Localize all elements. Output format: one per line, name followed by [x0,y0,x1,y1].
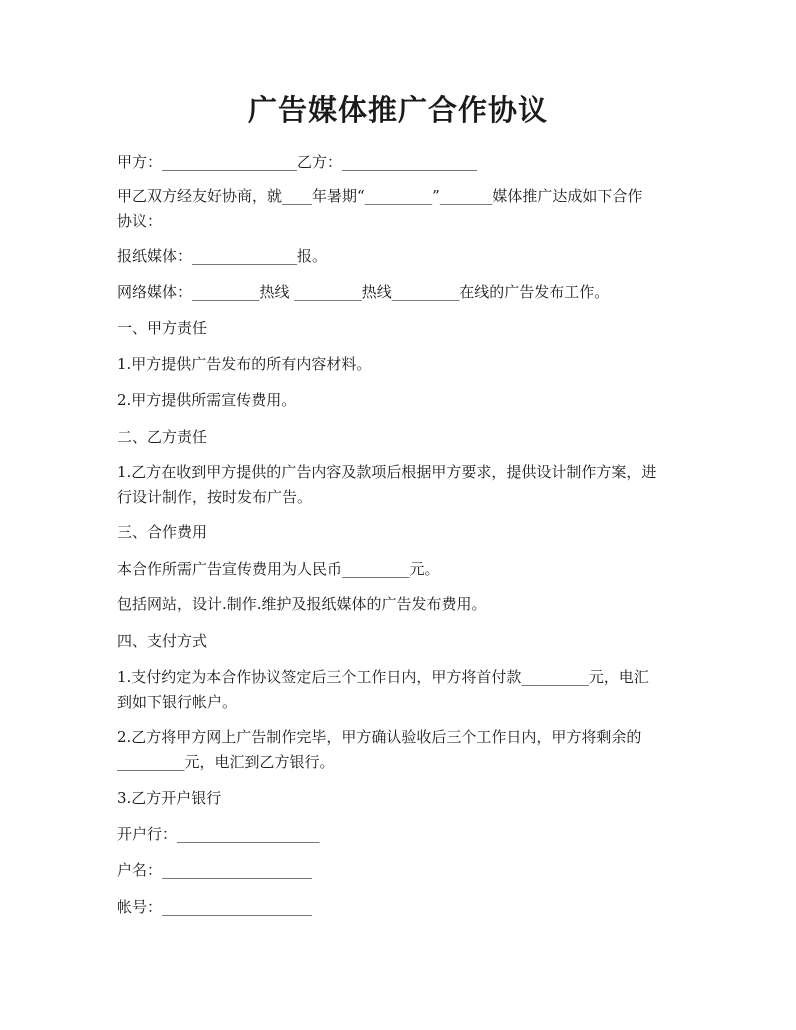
party-b-item-1-line-2: 行设计制作，按时发布广告。 [117,488,313,506]
payment-item-3: 3.乙方开户银行 [117,789,222,807]
party-line: 甲方：__________________乙方：__________________ [117,153,478,171]
cost-scope-line: 包括网站，设计.制作.维护及报纸媒体的广告发布费用。 [117,595,487,613]
party-a-item-1: 1.甲方提供广告发布的所有内容材料。 [117,355,372,373]
payment-item-1-line-1: 1.支付约定为本合作协议签定后三个工作日内，甲方将首付款_________元，电汇 [117,668,649,686]
online-media-line: 网络媒体：_________热线 _________热线_________在线的广告发布工作。 [117,283,610,301]
account-name-line: 户名：____________________ [117,861,313,879]
payment-item-1-line-2: 到如下银行帐户。 [117,693,238,711]
cost-amount-line: 本合作所需广告宣传费用为人民币_________元。 [117,560,440,578]
payment-item-2-line-2: _________元，电汇到乙方银行。 [117,753,335,771]
section-heading-party-b: 二、乙方责任 [117,428,208,446]
intro-line-2: 协议： [117,212,163,230]
bank-name-line: 开户行：___________________ [117,825,320,843]
intro-line-1: 甲乙双方经友好协商，就____年暑期“_________”_______媒体推广达成如下合作 [117,187,643,205]
section-heading-cost: 三、合作费用 [117,523,208,541]
party-a-item-2: 2.甲方提供所需宣传费用。 [117,391,297,409]
section-heading-party-a: 一、甲方责任 [117,319,208,337]
account-number-line: 帐号：____________________ [117,898,313,916]
payment-item-2-line-1: 2.乙方将甲方网上广告制作完毕，甲方确认验收后三个工作日内，甲方将剩余的 [117,728,642,746]
party-b-item-1-line-1: 1.乙方在收到甲方提供的广告内容及款项后根据甲方要求，提供设计制作方案，进 [117,463,657,481]
document-title: 广告媒体推广合作协议 [247,93,548,127]
newspaper-media-line: 报纸媒体：______________报。 [117,247,328,265]
section-heading-payment: 四、支付方式 [117,632,208,650]
